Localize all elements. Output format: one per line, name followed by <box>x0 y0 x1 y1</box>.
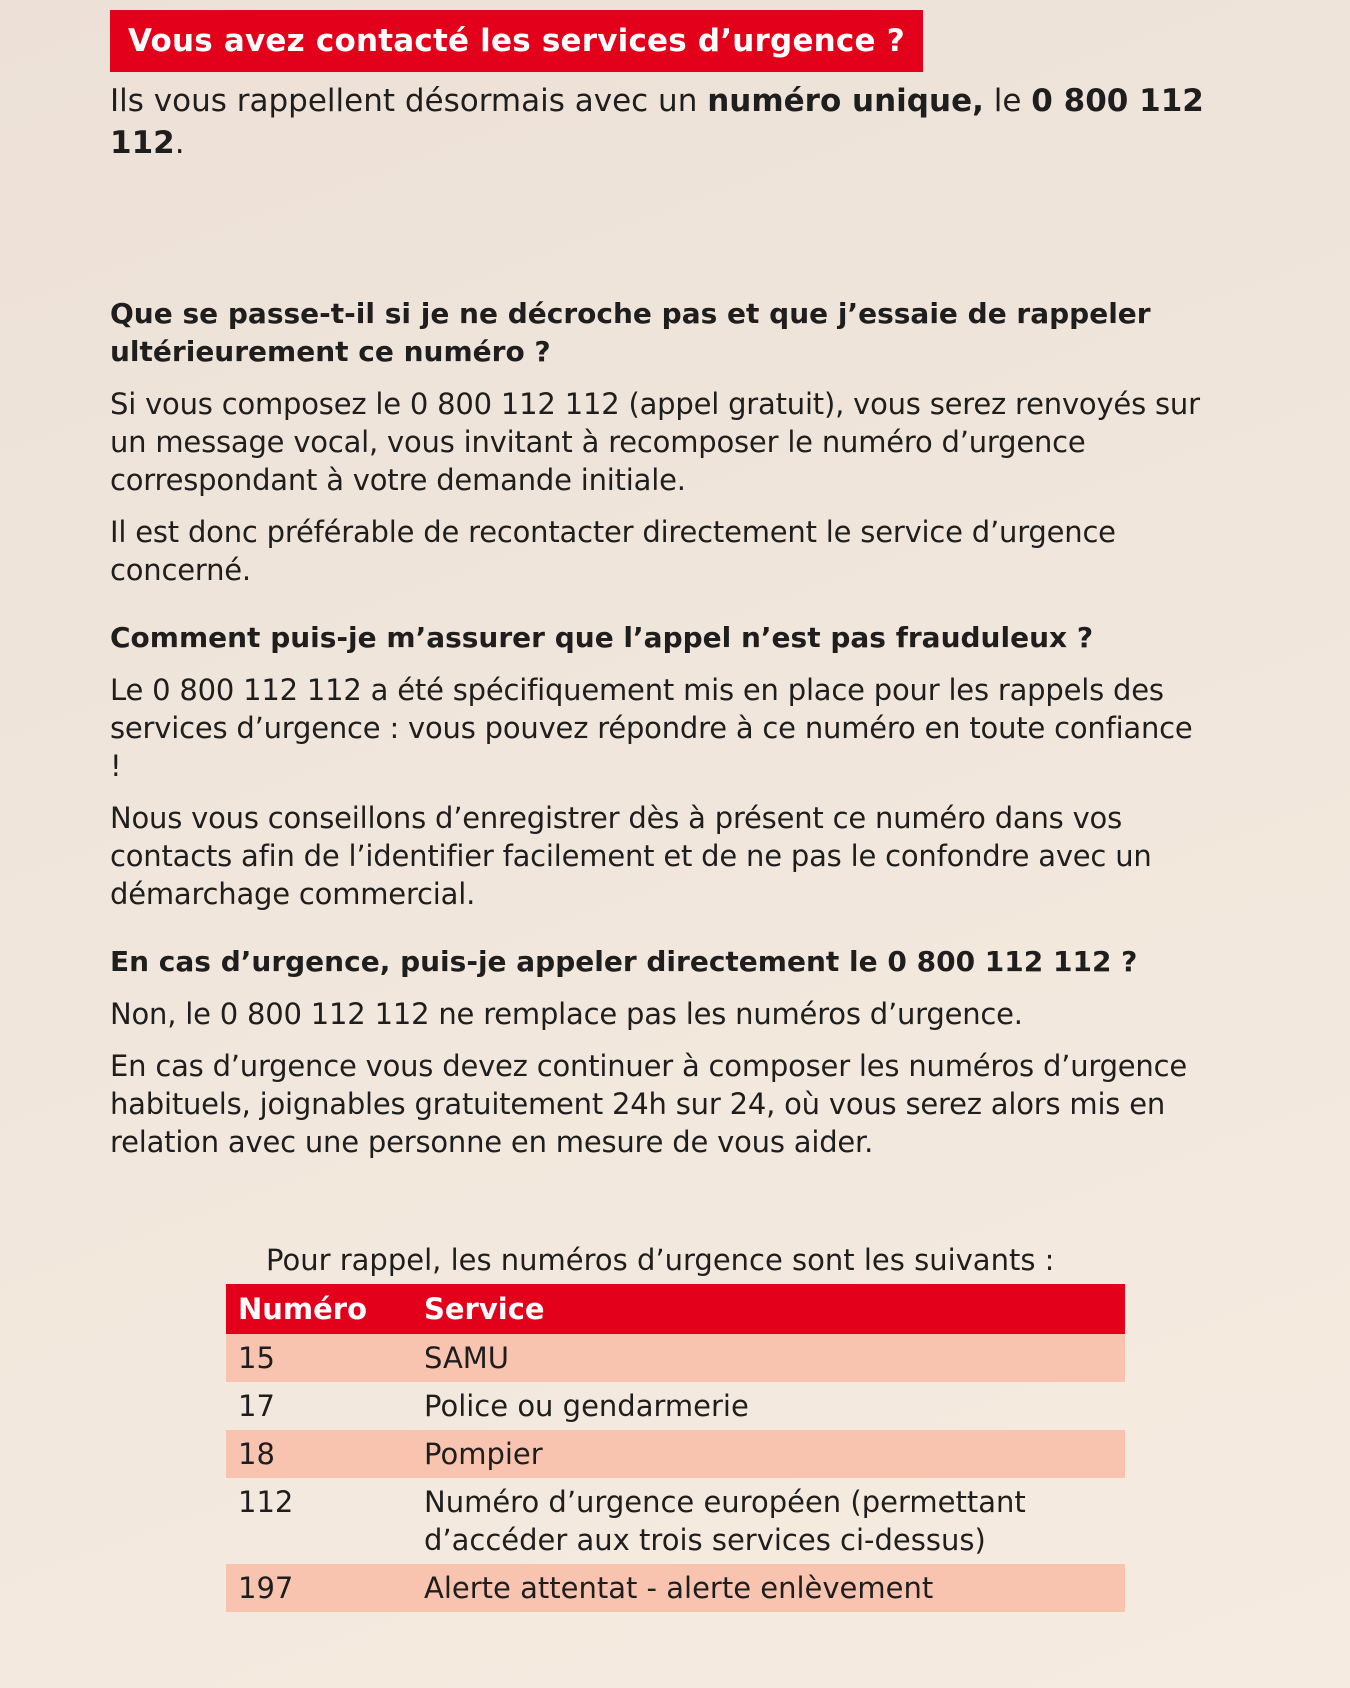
emergency-number-cell: 17 <box>238 1389 275 1423</box>
table-row <box>226 1564 1125 1612</box>
intro-bold-unique: numéro unique, <box>707 83 984 119</box>
faq-answer-paragraph: Il est donc préférable de recontacter directement le service d’urgence concerné. <box>110 515 1116 587</box>
emergency-service-cell: Police ou gendarmerie <box>424 1389 749 1423</box>
emergency-service-cell: Pompier <box>412 1430 1125 1478</box>
emergency-numbers-block <box>226 1240 1125 1612</box>
faq-answer-paragraph: Le 0 800 112 112 a été spécifiquement mis en place pour les rappels des services d’urgence : vous pouvez répondre à ce numéro en toute confiance ! <box>110 673 1193 783</box>
faq-answer-paragraph: En cas d’urgence vous devez continuer à composer les numéros d’urgence habituels, joignables gratuitement 24h sur 24, où vous serez alors mis en relation avec une personne en mesure de vous aider. <box>110 1049 1187 1159</box>
intro-text-before: Ils vous rappellent désormais avec un <box>110 83 708 119</box>
faq-answer-paragraph: Si vous composez le 0 800 112 112 (appel gratuit), vous serez renvoyés sur un message vocal, vous invitant à recomposer le numéro d’urgence correspondant à votre demande initiale. <box>110 387 1200 497</box>
emergency-number-cell: 112 <box>238 1485 294 1519</box>
faq-answer-paragraph: Non, le 0 800 112 112 ne remplace pas les numéros d’urgence. <box>110 997 1023 1031</box>
table-header-row <box>226 1284 1125 1334</box>
faq-question-missed-call: Que se passe-t-il si je ne décroche pas et que j’essaie de rappeler ultérieurement ce numéro ? <box>110 297 1151 368</box>
emergency-table-caption: Pour rappel, les numéros d’urgence sont les suivants : <box>266 1243 1055 1277</box>
emergency-service-cell: SAMU <box>412 1334 1125 1382</box>
faq-section-missed-call <box>110 295 1210 589</box>
faq-question-direct-call: En cas d’urgence, puis-je appeler directement le 0 800 112 112 ? <box>110 945 1138 978</box>
faq-section-direct-call <box>110 943 1210 1161</box>
page-banner-title: Vous avez contacté les services d’urgence ? <box>110 10 923 72</box>
emergency-number-cell: 15 <box>226 1334 412 1382</box>
intro-bold-number: 0 800 112 112 <box>110 83 1204 161</box>
emergency-number-cell: 197 <box>226 1564 412 1612</box>
emergency-number-cell: 18 <box>226 1430 412 1478</box>
column-header-service: Service <box>412 1284 1125 1334</box>
column-header-number: Numéro <box>226 1284 412 1334</box>
intro-text-middle: le <box>983 83 1032 119</box>
emergency-numbers-table <box>226 1284 1125 1612</box>
intro-text-after: . <box>174 125 185 161</box>
faq-answer-paragraph: Nous vous conseillons d’enregistrer dès à présent ce numéro dans vos contacts afin de l’identifier facilement et de ne pas le confondre avec un démarchage commercial. <box>110 801 1152 911</box>
document-page <box>110 10 1210 1161</box>
table-row <box>226 1382 1125 1430</box>
table-row <box>226 1430 1125 1478</box>
table-row <box>226 1478 1125 1564</box>
table-row <box>226 1334 1125 1382</box>
emergency-service-cell: Numéro d’urgence européen (permettant d’accéder aux trois services ci-dessus) <box>424 1485 1026 1557</box>
emergency-service-cell: Alerte attentat - alerte enlèvement <box>412 1564 1125 1612</box>
faq-question-fraud: Comment puis-je m’assurer que l’appel n’est pas frauduleux ? <box>110 621 1094 654</box>
intro-paragraph <box>110 80 1210 164</box>
faq-section-fraud <box>110 619 1210 913</box>
